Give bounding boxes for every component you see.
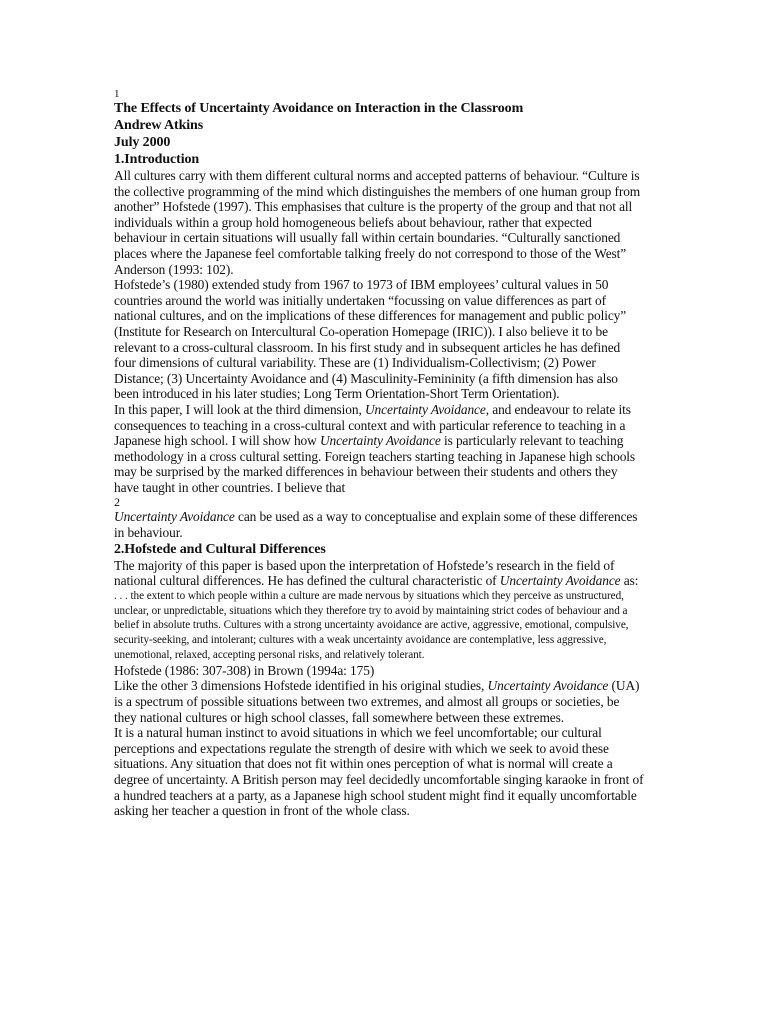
paragraph xyxy=(114,402,644,496)
block-quote: . . . the extent to which people within a culture are made nervous by situations which they perceive as unstructured, unclear, or unpredictable, situations which they therefore try to avoid by maintaining strict codes of behaviour and a belief in absolute truths. Cultures with a strong uncertainty avoidance are active, aggressive, emotional, compulsive, security-seeking, and intolerant; cultures with a weak uncertainty avoidance are contemplative, less aggressive, unemotional, relaxed, accepting personal risks, and relatively tolerant. xyxy=(114,589,629,662)
text-run: , and endeavour to relate its consequences to teaching in a cross-cultural context and with particular reference to teaching in a Japanese high school. I will show how xyxy=(114,401,631,449)
italic-term: Uncertainty Avoidance xyxy=(319,433,441,449)
paragraph xyxy=(114,509,644,540)
page-number: 2 xyxy=(114,495,120,510)
section-heading-introduction: 1.Introduction xyxy=(114,152,200,167)
italic-term: Uncertainty Avoidance xyxy=(114,509,235,525)
italic-term: Uncertainty Avoidance xyxy=(499,573,621,589)
text-run: The majority of this paper is based upon the interpretation of Hofstede’s research in the field of national cultural differences. He has defined the cultural characteristic of xyxy=(114,557,615,589)
italic-term: Uncertainty Avoidance xyxy=(487,678,609,694)
italic-term: Uncertainty Avoidance xyxy=(364,401,486,417)
quote-citation: Hofstede (1986: 307-308) in Brown (1994a: 175) xyxy=(114,662,375,678)
text-run: (UA) is a spectrum of possible situations between two extremes, and almost all groups or societies, be they national cultures or high school classes, fall somewhere between these extremes. xyxy=(114,678,640,725)
text-run: is particularly relevant to teaching methodology in a cross cultural setting. Foreign teachers starting teaching in Japanese high schools may be surprised by the marked differences in behaviour between their students and others they have taught in other countries. I believe that xyxy=(114,433,636,495)
text-run: as: xyxy=(620,573,639,589)
page-number: 1 xyxy=(114,88,120,100)
author-name: Andrew Atkins xyxy=(114,118,204,133)
paragraph xyxy=(114,558,644,589)
text-run: Like the other 3 dimensions Hofstede identified in his original studies, xyxy=(114,678,488,694)
section-heading-hofstede: 2.Hofstede and Cultural Differences xyxy=(114,541,326,557)
paragraph: All cultures carry with them different cultural norms and accepted patterns of behaviour. “Culture is the collective programming of the mind which distinguishes the members of one human group from another” Hofstede (1997). This emphasises that culture is the property of the group and that not all individuals within a group hold homogeneous beliefs about behaviour, rather that expected behaviour in certain situations will usually fall within certain boundaries. “Culturally sanctioned places where the Japanese feel comfortable talking freely do not correspond to those of the West” Anderson (1993: 102). xyxy=(114,168,641,277)
paragraph: Hofstede’s (1980) extended study from 1967 to 1973 of IBM employees’ cultural values in 50 countries around the world was initially undertaken “focussing on value differences as part of national cultures, and on the implications of these differences for management and public policy” (Institute for Research on Intercultural Co-operation Homepage (IRIC)). I also believe it to be relevant to a cross-cultural classroom. In his first study and in subsequent articles he has defined four dimensions of cultural variability. These are (1) Individualism-Collectivism; (2) Power Distance; (3) Uncertainty Avoidance and (4) Masculinity-Femininity (a fifth dimension has also been introduced in his later studies; Long Term Orientation-Short Term Orientation). xyxy=(114,277,627,402)
document-title: The Effects of Uncertainty Avoidance on Interaction in the Classroom xyxy=(114,101,524,116)
text-run: In this paper, I will look at the third dimension, xyxy=(114,401,365,417)
text-run: can be used as a way to conceptualise and explain some of these differences in behaviour. xyxy=(114,509,638,541)
document-body xyxy=(114,88,644,819)
document-date: July 2000 xyxy=(114,135,171,150)
paragraph xyxy=(114,678,644,725)
paragraph: It is a natural human instinct to avoid situations in which we feel uncomfortable; our cultural perceptions and expectations regulate the strength of desire with which we seek to avoid these situations. Any situation that does not fit within ones perception of what is normal will create a degree of uncertainty. A British person may feel decidedly uncomfortable singing karaoke in front of a hundred teachers at a party, as a Japanese high school student might find it equally uncomfortable asking her teacher a question in front of the whole class. xyxy=(114,725,644,819)
